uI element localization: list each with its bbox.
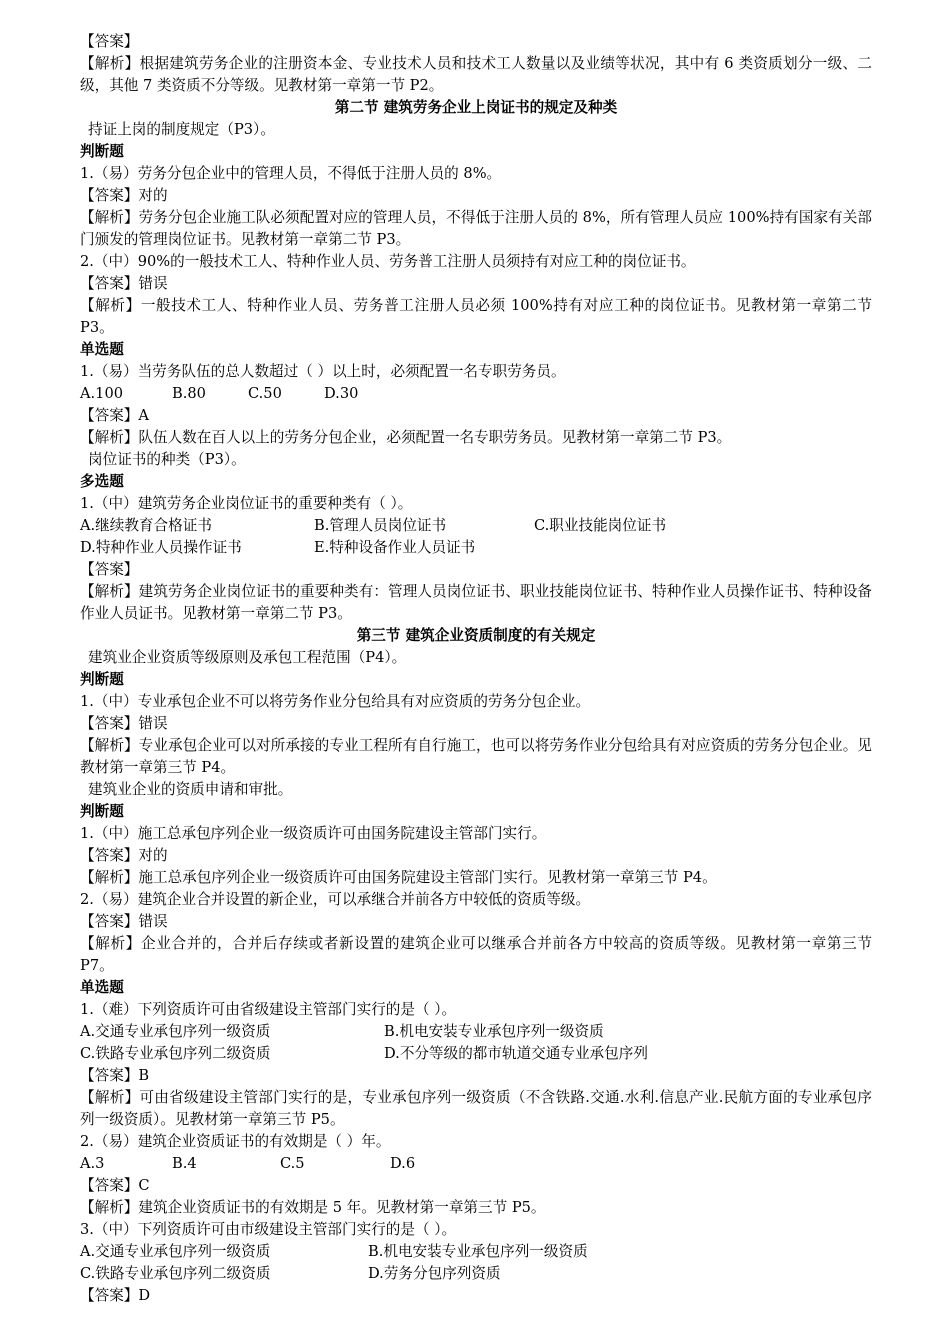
answer-option: B.80 <box>172 385 206 402</box>
text-line: 【答案】C <box>80 1177 150 1194</box>
text-line: 3.（中）下列资质许可由市级建设主管部门实行的是（ ）。 <box>80 1221 457 1238</box>
explanation-paragraph: 【解析】可由省级建设主管部门实行的是，专业承包序列一级资质（不含铁路.交通.水利.信息产业.民航方面的专业承包序列一级资质）。见教材第一章第三节 P5。 <box>80 1089 872 1128</box>
question-type-label: 单选题 <box>80 979 124 996</box>
text-line: 【答案】对的 <box>80 187 168 204</box>
question-type-label: 判断题 <box>80 671 124 688</box>
section-heading: 第三节 建筑企业资质制度的有关规定 <box>356 627 596 644</box>
text-line: 【答案】错误 <box>80 715 168 732</box>
answer-option: D.特种作业人员操作证书 <box>80 539 242 556</box>
text-line: 【答案】 <box>80 33 139 50</box>
answer-option: C.5 <box>280 1155 305 1172</box>
answer-option: E.特种设备作业人员证书 <box>314 539 476 556</box>
text-line: 2.（易）建筑企业合并设置的新企业，可以承继合并前各方中较低的资质等级。 <box>80 891 591 908</box>
answer-option: B.4 <box>172 1155 197 1172</box>
text-line: 【答案】对的 <box>80 847 168 864</box>
answer-options-row <box>80 515 872 537</box>
text-line: 【解析】施工总承包序列企业一级资质许可由国务院建设主管部门实行。见教材第一章第三节 P4。 <box>80 869 717 886</box>
question-type-label: 判断题 <box>80 803 124 820</box>
answer-option: D.30 <box>324 385 359 402</box>
topic-line: 持证上岗的制度规定（P3）。 <box>88 121 275 138</box>
text-line: 【解析】建筑企业资质证书的有效期是 5 年。见教材第一章第三节 P5。 <box>80 1199 546 1216</box>
answer-options-row <box>80 537 872 559</box>
explanation-paragraph: 【解析】企业合并的，合并后存续或者新设置的建筑企业可以继承合并前各方中较高的资质等级。见教材第一章第三节 P7。 <box>80 935 872 974</box>
explanation-paragraph: 【解析】根据建筑劳务企业的注册资本金、专业技术人员和技术工人数量以及业绩等状况，其中有 6 类资质划分一级、二级，其他 7 类资质不分等级。见教材第一章第一节 P2。 <box>80 55 872 94</box>
question-type-label: 判断题 <box>80 143 124 160</box>
text-line: 1.（易）劳务分包企业中的管理人员，不得低于注册人员的 8%。 <box>80 165 502 182</box>
explanation-paragraph: 【解析】一般技术工人、特种作业人员、劳务普工注册人员必须 100%持有对应工种的岗位证书。见教材第一章第二节 P3。 <box>80 297 872 336</box>
topic-line: 岗位证书的种类（P3）。 <box>88 451 246 468</box>
question-type-label: 单选题 <box>80 341 124 358</box>
answer-option: D.不分等级的都市轨道交通专业承包序列 <box>384 1045 648 1062</box>
text-line: 【解析】队伍人数在百人以上的劳务分包企业，必须配置一名专职劳务员。见教材第一章第二节 P3。 <box>80 429 732 446</box>
text-line: 1.（中）专业承包企业不可以将劳务作业分包给具有对应资质的劳务分包企业。 <box>80 693 591 710</box>
text-line: 1.（易）当劳务队伍的总人数超过（ ）以上时，必须配置一名专职劳务员。 <box>80 363 566 380</box>
text-line: 1.（中）施工总承包序列企业一级资质许可由国务院建设主管部门实行。 <box>80 825 547 842</box>
answer-option: A.继续教育合格证书 <box>80 517 212 534</box>
answer-option: A.交通专业承包序列一级资质 <box>80 1023 271 1040</box>
text-line: 1.（中）建筑劳务企业岗位证书的重要种类有（ ）。 <box>80 495 413 512</box>
text-line: 【答案】A <box>80 407 149 424</box>
question-type-label: 多选题 <box>80 473 124 490</box>
answer-option: B.机电安装专业承包序列一级资质 <box>384 1023 604 1040</box>
answer-options-row <box>80 1241 872 1263</box>
answer-option: C.铁路专业承包序列二级资质 <box>80 1045 271 1062</box>
text-line: 【答案】错误 <box>80 275 168 292</box>
explanation-paragraph: 【解析】建筑劳务企业岗位证书的重要种类有：管理人员岗位证书、职业技能岗位证书、特种作业人员操作证书、特种设备作业人员证书。见教材第一章第二节 P3。 <box>80 583 872 622</box>
answer-options-row <box>80 1021 872 1043</box>
answer-option: A.交通专业承包序列一级资质 <box>80 1243 271 1260</box>
answer-options-row <box>80 383 872 405</box>
answer-options-row <box>80 1153 872 1175</box>
topic-line: 建筑业企业资质等级原则及承包工程范围（P4）。 <box>88 649 407 666</box>
answer-option: A.3 <box>80 1155 105 1172</box>
explanation-paragraph: 【解析】劳务分包企业施工队必须配置对应的管理人员，不得低于注册人员的 8%，所有管理人员应 100%持有国家有关部门颁发的管理岗位证书。见教材第一章第二节 P3。 <box>80 209 872 248</box>
answer-option: A.100 <box>80 385 124 402</box>
answer-option: D.6 <box>390 1155 416 1172</box>
answer-option: C.铁路专业承包序列二级资质 <box>80 1265 271 1282</box>
answer-option: C.50 <box>248 385 282 402</box>
answer-options-row <box>80 1263 872 1285</box>
answer-option: B.机电安装专业承包序列一级资质 <box>368 1243 588 1260</box>
topic-line: 建筑业企业的资质申请和审批。 <box>88 781 293 798</box>
text-line: 【答案】B <box>80 1067 150 1084</box>
answer-options-row <box>80 1043 872 1065</box>
text-line: 【答案】错误 <box>80 913 168 930</box>
text-line: 1.（难）下列资质许可由省级建设主管部门实行的是（ ）。 <box>80 1001 457 1018</box>
answer-option: C.职业技能岗位证书 <box>534 517 667 534</box>
text-line: 【答案】D <box>80 1287 151 1304</box>
section-heading: 第二节 建筑劳务企业上岗证书的规定及种类 <box>334 99 618 116</box>
explanation-paragraph: 【解析】专业承包企业可以对所承接的专业工程所有自行施工，也可以将劳务作业分包给具有对应资质的劳务分包企业。见教材第一章第三节 P4。 <box>80 737 872 776</box>
document-page <box>80 31 872 1307</box>
text-line: 2.（中）90%的一般技术工人、特种作业人员、劳务普工注册人员须持有对应工种的岗位证书。 <box>80 253 696 270</box>
text-line: 2.（易）建筑企业资质证书的有效期是（ ）年。 <box>80 1133 391 1150</box>
answer-option: D.劳务分包序列资质 <box>368 1265 501 1282</box>
answer-option: B.管理人员岗位证书 <box>314 517 447 534</box>
text-line: 【答案】 <box>80 561 139 578</box>
